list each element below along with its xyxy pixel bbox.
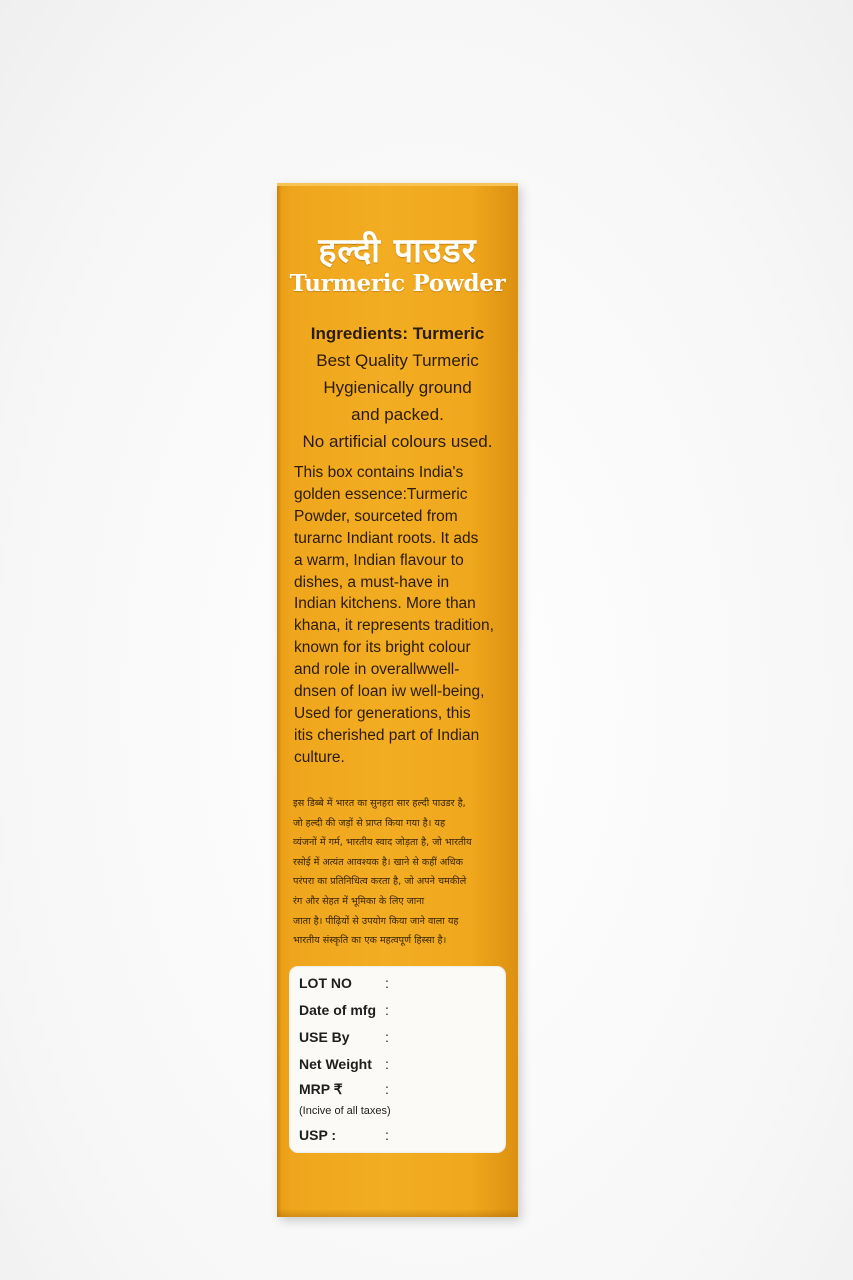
lot-no-colon: :: [385, 975, 389, 991]
usp-colon: :: [385, 1127, 389, 1143]
hindi-line: रंग और सेहत में भूमिका के लिए जाना: [293, 895, 425, 907]
turmeric-box-side-panel: [277, 183, 518, 1217]
mrp-label: MRP ₹: [299, 1081, 343, 1097]
usp-label: USP :: [299, 1127, 337, 1143]
description-line: a warm, Indian flavour to: [294, 551, 464, 569]
hindi-line: रसोई में अत्यंत आवश्यक है। खाने से कहीं अधिक: [293, 856, 463, 868]
date-of-mfg-colon: :: [385, 1002, 389, 1018]
description-block: [294, 462, 506, 769]
date-of-mfg-label: Date of mfg: [299, 1002, 376, 1018]
no-colours-note: No artificial colours used.: [302, 432, 493, 451]
title-english: Turmeric Powder: [289, 270, 506, 297]
ingredients-line: Hygienically ground: [323, 378, 472, 397]
description-line: turarnc Indiant roots. It ads: [294, 529, 479, 547]
mrp-colon: :: [385, 1081, 389, 1097]
description-line: known for its bright colour: [294, 639, 471, 657]
date-of-mfg-field: [299, 1002, 389, 1018]
use-by-field: [299, 1029, 389, 1045]
description-line: dishes, a must-have in: [294, 573, 450, 591]
batch-label-panel: [289, 966, 506, 1153]
net-weight-label: Net Weight: [299, 1056, 372, 1072]
hindi-description-block: [293, 794, 505, 951]
description-line: and role in overallwwell-: [294, 661, 460, 679]
hindi-line: भारतीय संस्कृति का एक महत्वपूर्ण हिस्सा है।: [293, 935, 447, 947]
ingredients-block: [277, 320, 518, 428]
description-line: dnsen of loan iw well-being,: [294, 683, 485, 701]
ingredients-lead: Ingredients: Turmeric: [310, 324, 485, 343]
ingredients-line: Best Quality Turmeric: [316, 351, 479, 370]
use-by-colon: :: [385, 1029, 389, 1045]
tax-note: (Incive of all taxes): [299, 1105, 391, 1117]
description-line: This box contains India's: [294, 464, 464, 481]
description-line: Used for generations, this: [294, 704, 471, 722]
hindi-line: जाता है। पीढ़ियों से उपयोग किया जाने वाला यह: [293, 915, 459, 927]
ingredients-line: and packed.: [351, 405, 444, 424]
hindi-line: व्यंजनों में गर्म, भारतीय स्वाद जोड़ता है, जो भारतीय: [293, 837, 472, 849]
description-line: Indian kitchens. More than: [294, 595, 476, 613]
usp-field: [299, 1127, 389, 1143]
lot-no-field: [299, 975, 389, 991]
description-line: Powder, sourceted from: [294, 507, 458, 525]
use-by-label: USE By: [299, 1029, 350, 1045]
description-line: itis cherished part of Indian: [294, 726, 480, 744]
net-weight-field: [299, 1056, 389, 1072]
title-hindi: हल्दी पाउडर: [318, 231, 477, 271]
description-line: golden essence:Turmeric: [294, 485, 468, 503]
description-line: culture.: [294, 748, 345, 766]
hindi-line: जो हल्दी की जड़ों से प्राप्त किया गया है। यह: [293, 817, 446, 829]
hindi-line: परंपरा का प्रतिनिधित्व करता है, जो अपने चमकीले: [293, 876, 467, 888]
mrp-field: [299, 1081, 389, 1098]
lot-no-label: LOT NO: [299, 975, 352, 991]
box-bottom-shadow: [277, 1209, 518, 1217]
description-line: khana, it represents tradition,: [294, 617, 494, 635]
hindi-line: इस डिब्बे में भारत का सुनहरा सार हल्दी पाउडर है,: [293, 798, 466, 809]
net-weight-colon: :: [385, 1056, 389, 1072]
